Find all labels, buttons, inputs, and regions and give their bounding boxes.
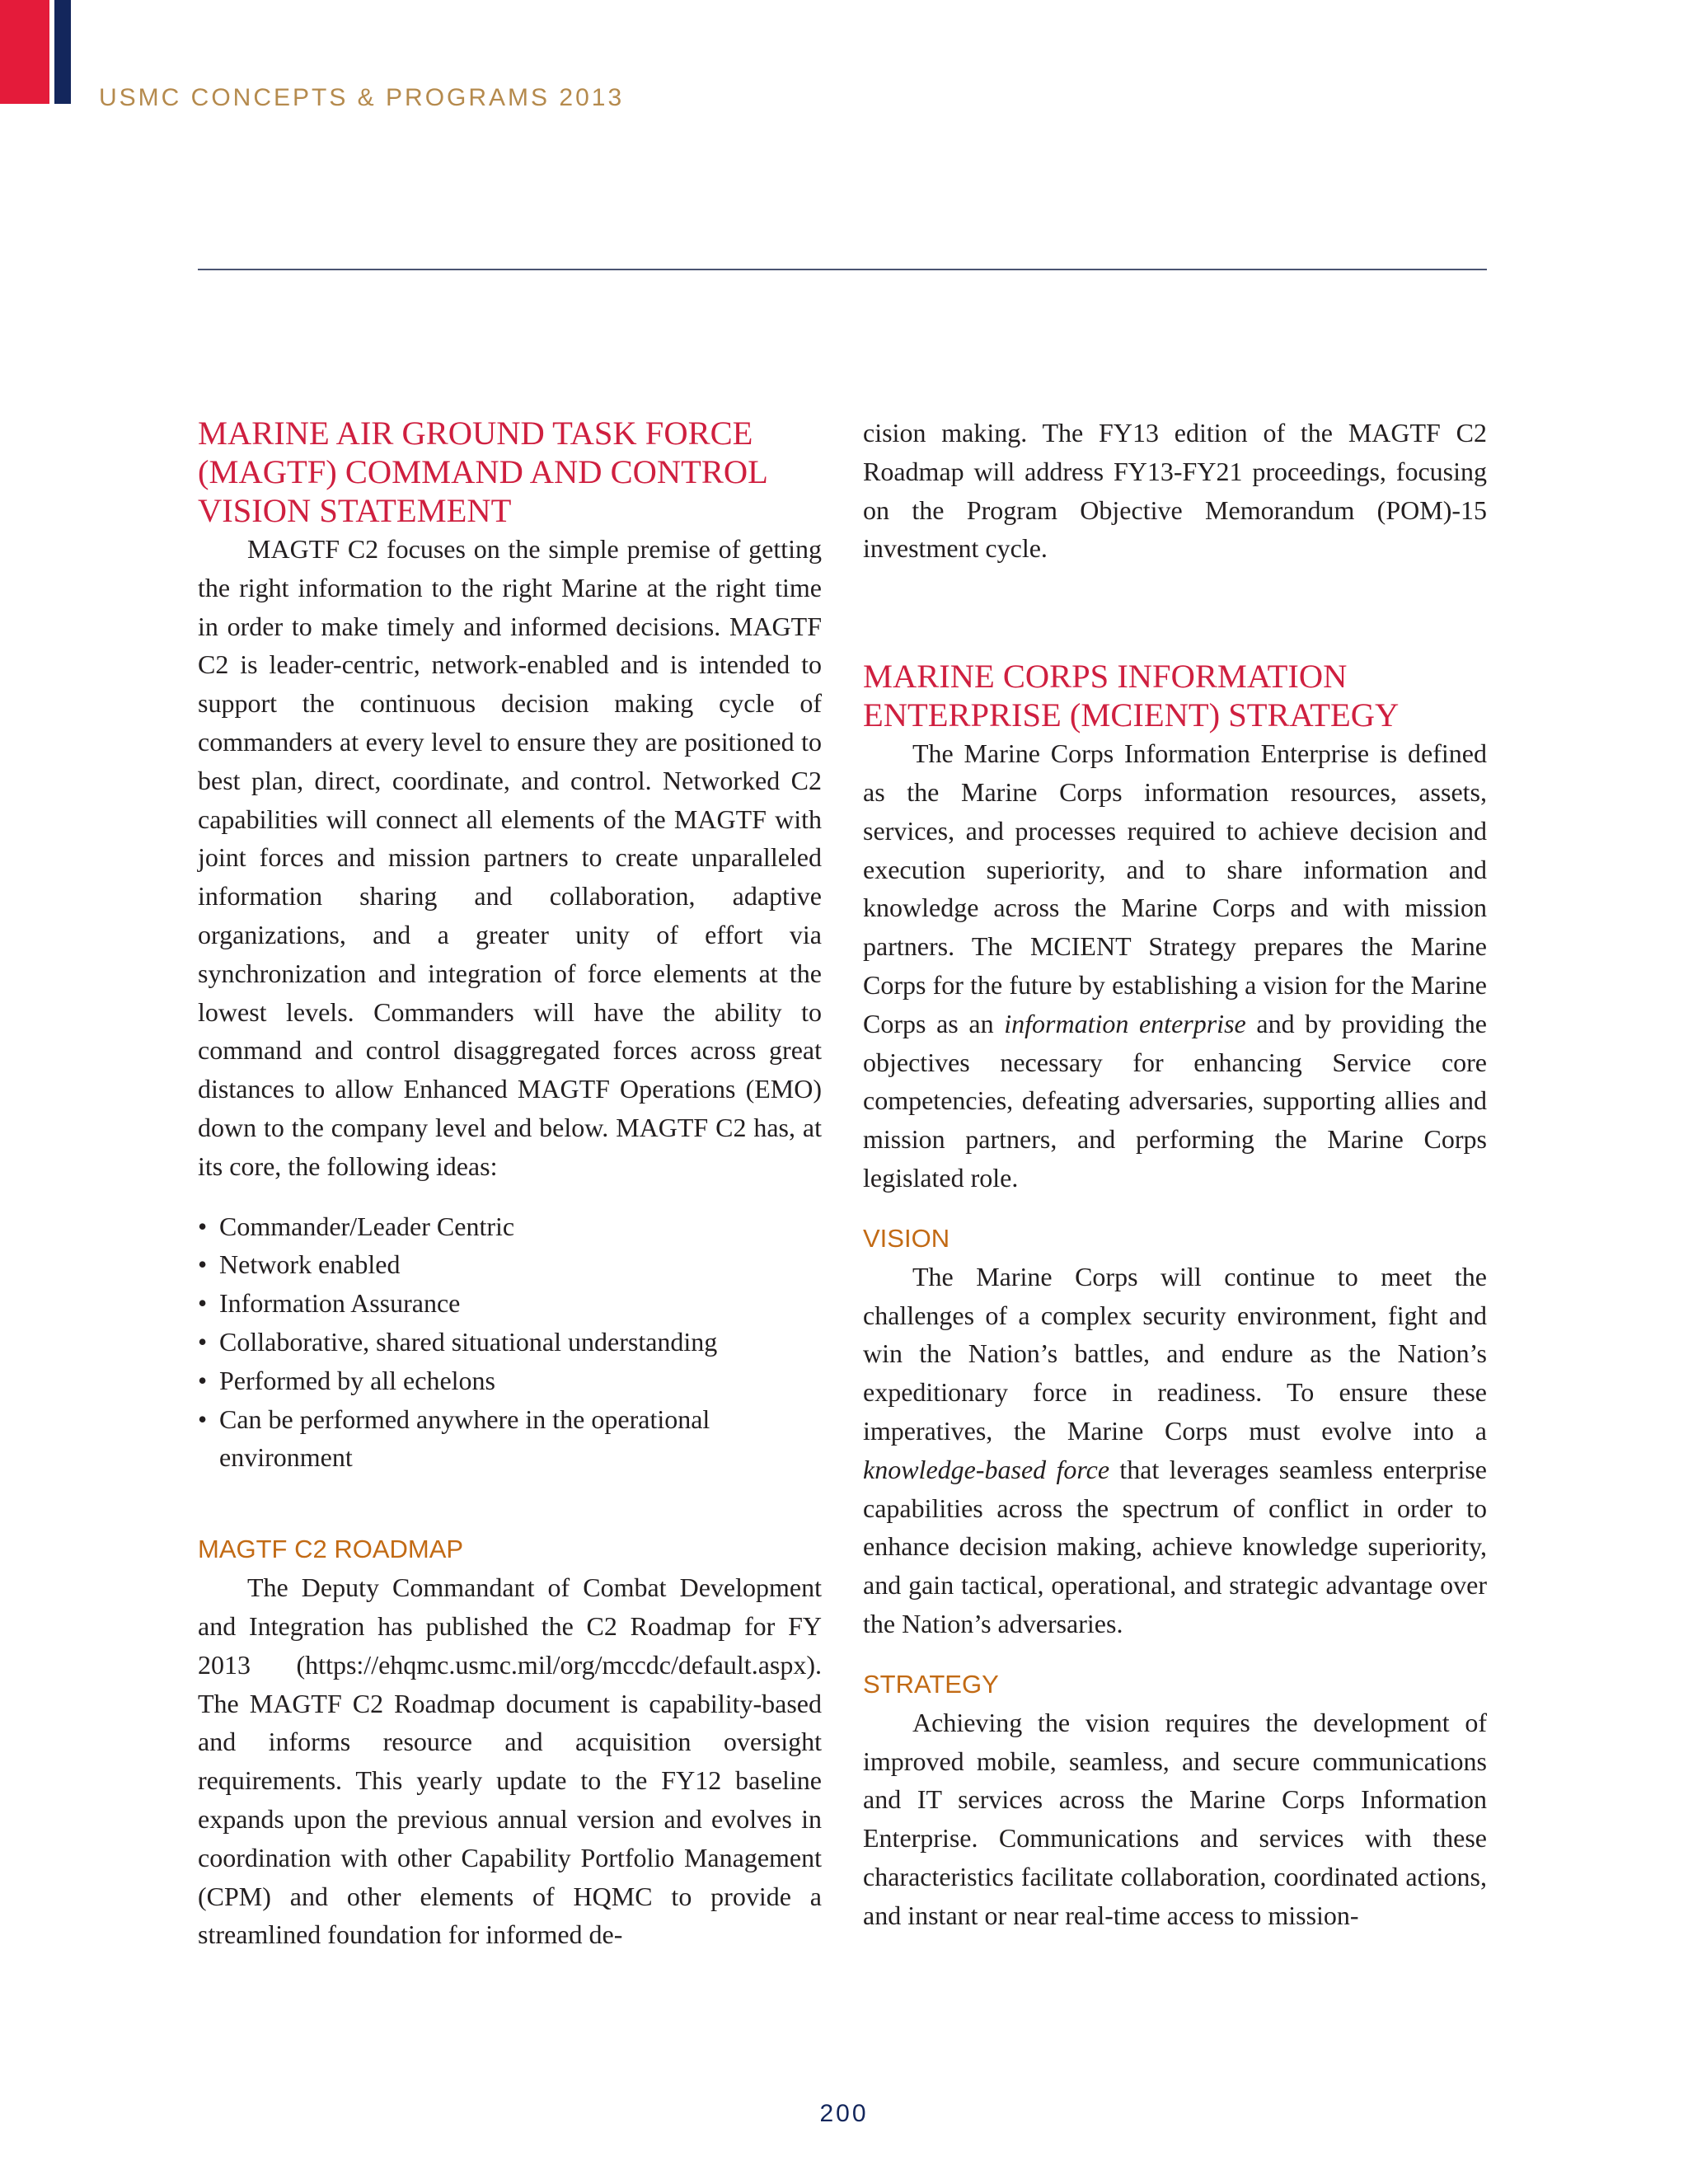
right-column bbox=[863, 414, 1487, 1935]
list-item: • Performed by all echelons bbox=[198, 1361, 822, 1400]
paragraph-magtf-c2-roadmap: The Deputy Commandant of Combat Development and Integration has published the C2 Roadmap for FY 2013 (https://ehqmc.usmc.mil/org/mccdc/default.aspx). The MAGTF C2 Roadmap document is capability-based and informs resource and acquisition oversight requirements. This yearly update to the FY12 baseline expands upon the previous annual version and evolves in coordination with other Capability Portfolio Management (CPM) and other elements of HQMC to provide a streamlined foundation for informed de- bbox=[198, 1572, 822, 1950]
header-rule bbox=[198, 269, 1487, 270]
paragraph-roadmap-continued: cision making. The FY13 edition of the MAGTF C2 Roadmap will address FY13-FY21 proceedings, focusing on the Program Objective Memorandum (POM)-15 investment cycle. bbox=[863, 418, 1487, 564]
paragraph-mcient: The Marine Corps Information Enterprise is defined as the Marine Corps information resources, assets, services, and processes required to achieve decision and execution superiority, and to share information and knowledge across the Marine Corps and with mission partners. The MCIENT Strategy prepares the Marine Corps for the future by establishing a vision for the Marine Corps as an information enterprise and by providing the objectives necessary for enhancing Service core competencies, defeating adversaries, supporting allies and mission partners, and performing the Marine Corps legislated role. bbox=[863, 738, 1488, 1193]
emphasis-knowledge-based-force: knowledge-based force bbox=[863, 1454, 1110, 1484]
paragraph-magtf-c2-vision: MAGTF C2 focuses on the simple premise of getting the right information to the right Marine at the right time in order to make timely and informed decisions. MAGTF C2 is leader-centric, network-enabled and is intended to support the continuous decision making cycle of commanders at every level to ensure they are positioned to best plan, direct, coordinate, and control. Networked C2 capabilities will connect all elements of the MAGTF with joint forces and mission partners to create unparalleled information sharing and collaboration, adaptive organizations, and a greater unity of effort via synchronization and integration of force elements at the lowest levels. Commanders will have the ability to command and control disaggregated forces across great distances to allow Enhanced MAGTF Operations (EMO) down to the company level and below. MAGTF C2 has, at its core, the following ideas: bbox=[198, 534, 822, 1181]
list-item: • Can be performed anywhere in the operational environment bbox=[198, 1400, 822, 1478]
list-item: • Information Assurance bbox=[198, 1284, 822, 1323]
subheading-vision: VISION bbox=[863, 1223, 950, 1253]
section-heading-mcient-strategy: MARINE CORPS INFORMATION ENTERPRISE (MCIENT) STRATEGY bbox=[863, 658, 1400, 734]
paragraph-strategy: Achieving the vision requires the development of improved mobile, seamless, and secure communications and IT services across the Marine Corps Information Enterprise. Communications and services with these characteristics facilitate collaboration, coordinated actions, and instant or near real-time access to mission- bbox=[863, 1707, 1487, 1930]
flag-blue-bar bbox=[54, 0, 71, 104]
left-column bbox=[198, 414, 822, 1954]
section-heading-magtf-c2-vision: MARINE AIR GROUND TASK FORCE (MAGTF) COMMAND AND CONTROL VISION STATEMENT bbox=[198, 415, 767, 529]
ideas-list bbox=[198, 1207, 822, 1478]
list-item: • Commander/Leader Centric bbox=[198, 1207, 822, 1246]
running-head: USMC CONCEPTS & PROGRAMS 2013 bbox=[99, 84, 625, 111]
list-item: • Network enabled bbox=[198, 1245, 822, 1284]
page-number: 200 bbox=[819, 2100, 869, 2127]
subheading-magtf-c2-roadmap: MAGTF C2 ROADMAP bbox=[198, 1535, 464, 1564]
flag-red-bar bbox=[0, 0, 49, 104]
paragraph-vision: The Marine Corps will continue to meet the challenges of a complex security environment, fight and win the Nation’s battles, and endure as the Nation’s expeditionary force in readiness. To ensure these imperatives, the Marine Corps must evolve into a knowledge-based force that leverages seamless enterprise capabilities across the spectrum of conflict in order to enhance decision making, achieve knowledge superiority, and gain tactical, operational, and strategic advantage over the Nation’s adversaries. bbox=[863, 1261, 1488, 1638]
list-item: • Collaborative, shared situational understanding bbox=[198, 1323, 822, 1361]
emphasis-information-enterprise: information enterprise bbox=[1004, 1008, 1246, 1038]
subheading-strategy: STRATEGY bbox=[863, 1669, 999, 1699]
